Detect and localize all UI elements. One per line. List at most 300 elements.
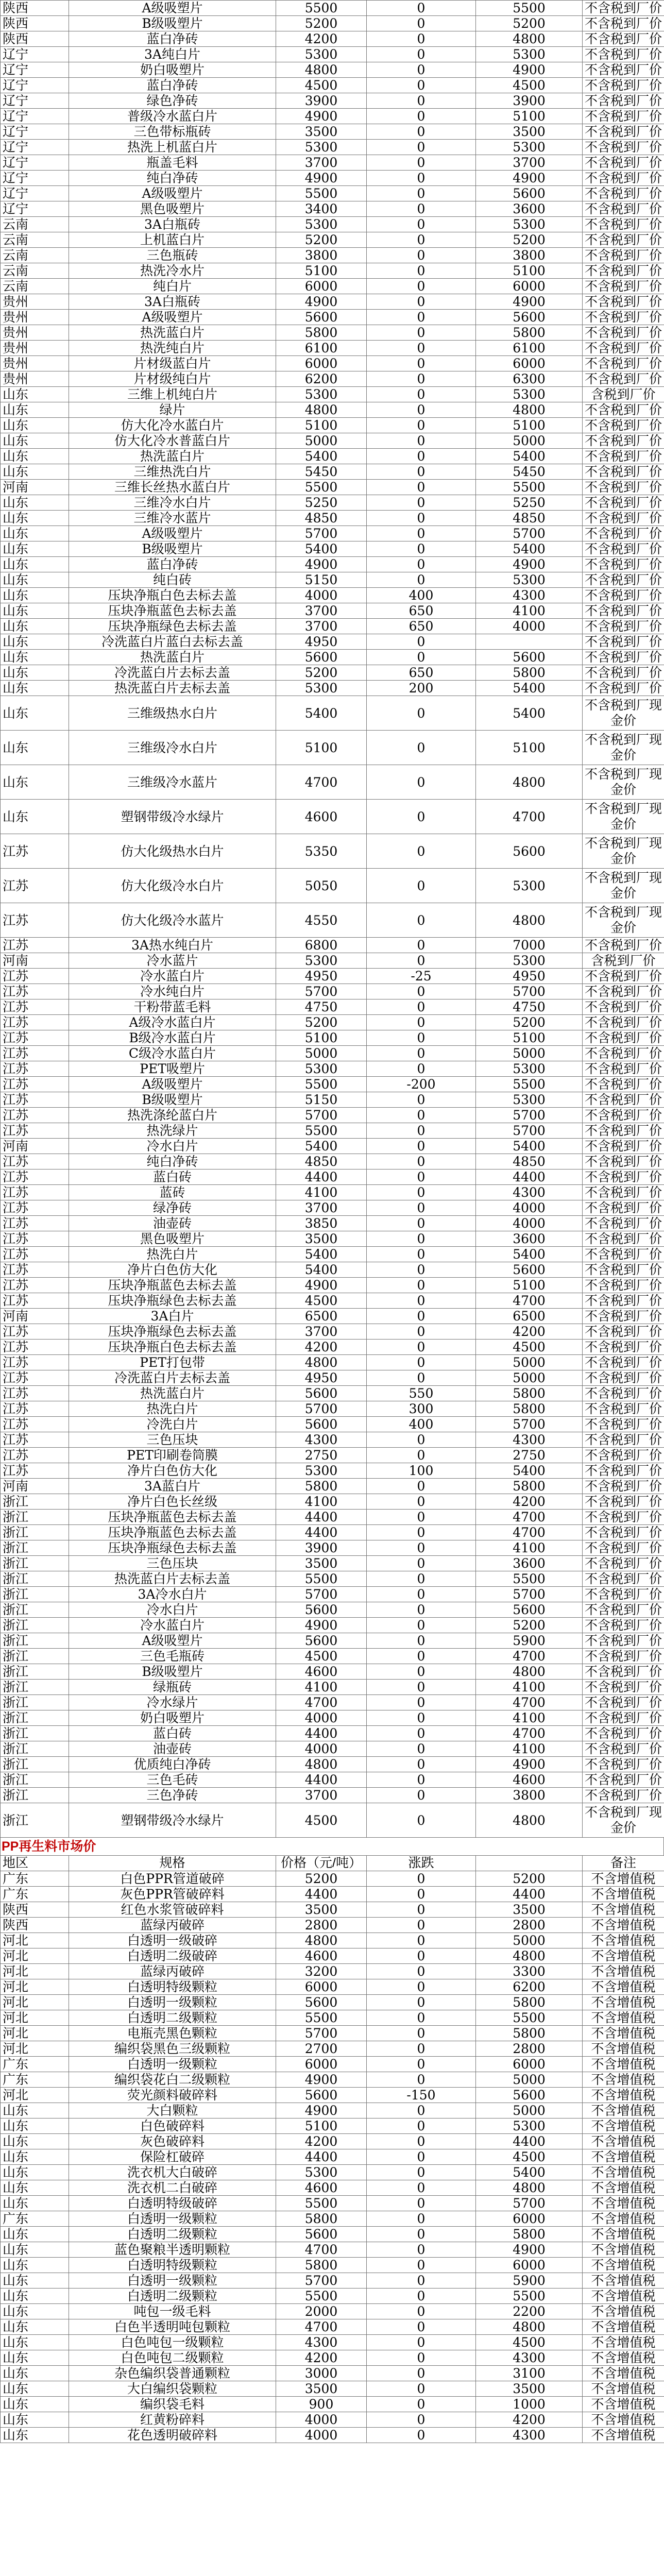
cell-price2: 4200 (476, 1324, 583, 1340)
cell-note: 不含税到厂价 (583, 1200, 664, 1216)
cell-price2: 5300 (476, 2119, 583, 2134)
cell-price2 (476, 634, 583, 650)
cell-change: 0 (367, 634, 476, 650)
cell-price: 4900 (276, 171, 367, 186)
header-spec: 规格 (69, 1856, 276, 1871)
table-row (1, 765, 664, 800)
cell-price: 3000 (276, 2366, 367, 2381)
cell-note: 不含税到厂价 (583, 1417, 664, 1432)
cell-region: 江苏 (1, 903, 69, 938)
cell-change: 0 (367, 418, 476, 433)
cell-price2: 4100 (476, 1680, 583, 1695)
table-row (1, 1401, 664, 1417)
cell-price2: 4000 (476, 619, 583, 634)
table-row (1, 2335, 664, 2350)
cell-change: 0 (367, 2428, 476, 2443)
table-row (1, 1293, 664, 1309)
cell-spec: 热洗冷水片 (69, 263, 276, 279)
cell-region: 浙江 (1, 1649, 69, 1664)
cell-note: 不含增值税 (583, 2289, 664, 2304)
cell-change: 0 (367, 1309, 476, 1324)
cell-spec: 三维冷水白片 (69, 495, 276, 511)
cell-price: 5600 (276, 310, 367, 325)
cell-price: 5100 (276, 1030, 367, 1046)
cell-spec: C级冷水蓝白片 (69, 1046, 276, 1061)
cell-price: 5050 (276, 869, 367, 903)
cell-price2: 4800 (476, 2319, 583, 2335)
cell-price: 4950 (276, 1370, 367, 1386)
cell-region: 山东 (1, 2103, 69, 2119)
cell-spec: 蓝白净砖 (69, 31, 276, 47)
cell-spec: 3A蓝白片 (69, 1479, 276, 1494)
table-row (1, 2119, 664, 2134)
cell-price2: 5200 (476, 1618, 583, 1633)
cell-price2: 4700 (476, 800, 583, 834)
cell-note: 不含税到厂价 (583, 418, 664, 433)
cell-price2: 4950 (476, 969, 583, 984)
cell-spec: 白透明一级颗粒 (69, 2273, 276, 2289)
cell-change: 0 (367, 1902, 476, 1918)
table-row (1, 2026, 664, 2041)
cell-price: 3700 (276, 155, 367, 171)
cell-price: 3500 (276, 124, 367, 140)
table-row (1, 619, 664, 634)
cell-change: 0 (367, 2026, 476, 2041)
cell-price2: 3600 (476, 1556, 583, 1571)
cell-price2: 5900 (476, 2273, 583, 2289)
cell-spec: 三维长丝热水蓝白片 (69, 480, 276, 495)
cell-price2: 4800 (476, 765, 583, 800)
cell-price: 4900 (276, 109, 367, 124)
cell-note: 不含税到厂价 (583, 1154, 664, 1170)
cell-region: 河北 (1, 2010, 69, 2026)
table-row (1, 1948, 664, 1964)
cell-price: 5700 (276, 2273, 367, 2289)
cell-spec: 花色透明破碎料 (69, 2428, 276, 2443)
cell-note: 不含税到厂价 (583, 310, 664, 325)
cell-price: 5500 (276, 1123, 367, 1139)
cell-price: 4000 (276, 588, 367, 603)
cell-spec: 红色水浆管破碎料 (69, 1902, 276, 1918)
table-row (1, 984, 664, 999)
cell-price2: 5500 (476, 2289, 583, 2304)
cell-change: 0 (367, 433, 476, 449)
cell-price: 5100 (276, 418, 367, 433)
cell-price2: 4100 (476, 1710, 583, 1726)
cell-spec: 白色半透明吨包颗粒 (69, 2319, 276, 2335)
cell-price: 4900 (276, 1618, 367, 1633)
cell-change: 0 (367, 495, 476, 511)
cell-note: 不含税到厂价 (583, 1108, 664, 1123)
cell-note: 不含税到厂价 (583, 480, 664, 495)
cell-change: 0 (367, 2057, 476, 2072)
cell-change: 0 (367, 217, 476, 232)
cell-note: 不含税到厂价 (583, 619, 664, 634)
cell-spec: A级吸塑片 (69, 526, 276, 541)
table-row (1, 341, 664, 356)
cell-price2: 1000 (476, 2397, 583, 2412)
cell-price2: 5900 (476, 1633, 583, 1649)
cell-note: 不含税到厂价 (583, 1525, 664, 1540)
cell-note: 不含增值税 (583, 2072, 664, 2088)
cell-price2: 7000 (476, 938, 583, 953)
cell-note: 不含税到厂价 (583, 1695, 664, 1710)
table-row (1, 603, 664, 619)
cell-price: 4400 (276, 1170, 367, 1185)
cell-spec: 3A白片 (69, 1309, 276, 1324)
cell-spec: 蓝绿丙破碎 (69, 1918, 276, 1933)
cell-note: 不含税到厂价 (583, 93, 664, 109)
cell-note: 含税到厂价 (583, 953, 664, 969)
table-row (1, 1788, 664, 1803)
cell-change: 0 (367, 402, 476, 418)
table-row (1, 731, 664, 765)
table-row (1, 109, 664, 124)
cell-note: 不含增值税 (583, 2010, 664, 2026)
cell-change: 0 (367, 1871, 476, 1887)
table-row (1, 1479, 664, 1494)
table-row (1, 47, 664, 62)
cell-change: 0 (367, 2319, 476, 2335)
cell-region: 浙江 (1, 1510, 69, 1525)
cell-region: 云南 (1, 279, 69, 294)
cell-region: 江苏 (1, 1278, 69, 1293)
cell-spec: A级冷水蓝白片 (69, 1015, 276, 1030)
cell-spec: 3A纯白片 (69, 47, 276, 62)
cell-note: 不含税到厂价 (583, 603, 664, 619)
cell-note: 不含税到厂价 (583, 325, 664, 341)
cell-price: 4100 (276, 1185, 367, 1200)
cell-price: 5200 (276, 1871, 367, 1887)
cell-spec: A级吸塑片 (69, 1, 276, 16)
cell-change: 0 (367, 232, 476, 248)
cell-price: 5800 (276, 325, 367, 341)
cell-change: 0 (367, 1092, 476, 1108)
cell-price2: 5100 (476, 418, 583, 433)
cell-region: 江苏 (1, 1463, 69, 1479)
cell-region: 江苏 (1, 1386, 69, 1401)
table-row (1, 1417, 664, 1432)
table-row (1, 1803, 664, 1838)
cell-spec: 三色瓶砖 (69, 248, 276, 263)
table-row (1, 78, 664, 93)
cell-spec: 三维级冷水白片 (69, 731, 276, 765)
cell-region: 江苏 (1, 1077, 69, 1092)
cell-price2: 4850 (476, 511, 583, 526)
table-row (1, 495, 664, 511)
cell-region: 辽宁 (1, 140, 69, 155)
cell-price2: 4300 (476, 588, 583, 603)
cell-price2: 5600 (476, 1262, 583, 1278)
cell-change: 0 (367, 1618, 476, 1633)
cell-price: 5700 (276, 1587, 367, 1602)
cell-price: 5000 (276, 1046, 367, 1061)
cell-region: 江苏 (1, 1448, 69, 1463)
cell-region: 山东 (1, 2335, 69, 2350)
cell-note: 不含增值税 (583, 2381, 664, 2397)
table-row (1, 2350, 664, 2366)
cell-note: 不含税到厂价 (583, 1556, 664, 1571)
cell-price: 4900 (276, 294, 367, 310)
table-row (1, 2196, 664, 2211)
cell-price: 4600 (276, 1664, 367, 1680)
cell-price: 4800 (276, 1355, 367, 1370)
cell-price2: 4900 (476, 2242, 583, 2258)
cell-region: 辽宁 (1, 171, 69, 186)
cell-spec: 3A白瓶砖 (69, 217, 276, 232)
cell-price: 4550 (276, 903, 367, 938)
cell-region: 辽宁 (1, 201, 69, 217)
cell-note: 不含增值税 (583, 2057, 664, 2072)
cell-spec: 三色压块 (69, 1556, 276, 1571)
cell-spec: 编织袋花白二级颗粒 (69, 2072, 276, 2088)
cell-spec: 白透明特级破碎 (69, 2196, 276, 2211)
cell-spec: 热洗蓝白片去标去盖 (69, 1571, 276, 1587)
table-row (1, 1231, 664, 1247)
cell-price: 4400 (276, 1726, 367, 1741)
cell-note: 不含税到厂价 (583, 1185, 664, 1200)
cell-change: 0 (367, 765, 476, 800)
table-row (1, 2366, 664, 2381)
cell-price: 4400 (276, 1772, 367, 1788)
table-row (1, 1015, 664, 1030)
cell-region: 江苏 (1, 1247, 69, 1262)
cell-note: 不含税到厂价 (583, 341, 664, 356)
cell-price2: 4900 (476, 171, 583, 186)
cell-spec: 三色压块 (69, 1432, 276, 1448)
cell-note: 不含税到厂价 (583, 464, 664, 480)
cell-price2: 5200 (476, 16, 583, 31)
cell-spec: 冷洗白片 (69, 1417, 276, 1432)
cell-change: 0 (367, 999, 476, 1015)
cell-price2: 5400 (476, 681, 583, 696)
cell-change: 0 (367, 449, 476, 464)
cell-note: 不含增值税 (583, 1995, 664, 2010)
cell-change: 0 (367, 2381, 476, 2397)
cell-price: 5500 (276, 1077, 367, 1092)
cell-price2: 4800 (476, 2180, 583, 2196)
cell-change: 0 (367, 1664, 476, 1680)
cell-spec: 保险杠破碎 (69, 2149, 276, 2165)
cell-price: 4100 (276, 1494, 367, 1510)
cell-price2: 4500 (476, 2149, 583, 2165)
cell-spec: 洗衣机二白破碎 (69, 2180, 276, 2196)
cell-price2: 5000 (476, 2103, 583, 2119)
cell-price: 4850 (276, 1154, 367, 1170)
cell-price: 4800 (276, 62, 367, 78)
cell-note: 不含税到厂价 (583, 1139, 664, 1154)
cell-spec: 塑钢带级冷水绿片 (69, 1803, 276, 1838)
table-row (1, 1494, 664, 1510)
cell-price2: 3900 (476, 93, 583, 109)
cell-region: 河南 (1, 953, 69, 969)
cell-change: 0 (367, 2242, 476, 2258)
cell-price2: 5700 (476, 984, 583, 999)
cell-price: 6100 (276, 341, 367, 356)
cell-change: 0 (367, 1788, 476, 1803)
cell-price2: 4800 (476, 402, 583, 418)
table-row (1, 2258, 664, 2273)
cell-region: 江苏 (1, 1262, 69, 1278)
cell-price: 5200 (276, 16, 367, 31)
cell-price2: 4200 (476, 1494, 583, 1510)
table-row (1, 62, 664, 78)
cell-change: 0 (367, 62, 476, 78)
cell-note: 不含税到厂价 (583, 186, 664, 201)
cell-price: 6500 (276, 1309, 367, 1324)
cell-note: 不含税到厂价 (583, 938, 664, 953)
table-row (1, 2381, 664, 2397)
cell-price2: 5500 (476, 1, 583, 16)
cell-price2: 3700 (476, 155, 583, 171)
cell-region: 江苏 (1, 1015, 69, 1030)
cell-price: 4500 (276, 1803, 367, 1838)
cell-price: 4950 (276, 969, 367, 984)
table-row (1, 480, 664, 495)
cell-spec: A级吸塑片 (69, 1077, 276, 1092)
cell-change: 0 (367, 1247, 476, 1262)
cell-region: 河北 (1, 1964, 69, 1979)
cell-spec: 灰色破碎料 (69, 2134, 276, 2149)
cell-price: 5400 (276, 696, 367, 731)
cell-price: 5450 (276, 464, 367, 480)
table-row (1, 869, 664, 903)
cell-region: 广东 (1, 2057, 69, 2072)
cell-price: 5300 (276, 140, 367, 155)
cell-price: 3700 (276, 1788, 367, 1803)
cell-price: 2000 (276, 2304, 367, 2319)
cell-change: 0 (367, 201, 476, 217)
table-row (1, 1933, 664, 1948)
cell-note: 不含税到厂价 (583, 588, 664, 603)
cell-change: 0 (367, 341, 476, 356)
cell-region: 江苏 (1, 1092, 69, 1108)
cell-price: 4700 (276, 1695, 367, 1710)
table-row (1, 248, 664, 263)
cell-note: 不含税到厂价 (583, 232, 664, 248)
cell-price: 3850 (276, 1216, 367, 1231)
cell-price: 4200 (276, 31, 367, 47)
cell-price: 5100 (276, 263, 367, 279)
table-row (1, 433, 664, 449)
cell-price2: 4800 (476, 31, 583, 47)
cell-price2: 5700 (476, 526, 583, 541)
cell-spec: PET印刷卷筒膜 (69, 1448, 276, 1463)
cell-region: 江苏 (1, 1231, 69, 1247)
cell-spec: 冷水蓝白片 (69, 1618, 276, 1633)
cell-region: 山东 (1, 2149, 69, 2165)
cell-price2: 5600 (476, 186, 583, 201)
cell-price2: 4700 (476, 1293, 583, 1309)
cell-spec: 白色破碎料 (69, 2119, 276, 2134)
cell-price2: 5500 (476, 480, 583, 495)
cell-region: 山东 (1, 464, 69, 480)
pet-price-table-body (1, 1, 664, 1838)
cell-price2: 5200 (476, 1871, 583, 1887)
cell-spec: 纯白净砖 (69, 171, 276, 186)
cell-note: 不含增值税 (583, 2304, 664, 2319)
cell-spec: 蓝白净砖 (69, 78, 276, 93)
cell-change: 0 (367, 2304, 476, 2319)
cell-price2: 4700 (476, 1649, 583, 1664)
cell-change: 0 (367, 1757, 476, 1772)
table-row (1, 1979, 664, 1995)
cell-region: 江苏 (1, 1123, 69, 1139)
cell-price2: 4800 (476, 1803, 583, 1838)
cell-spec: 白透明特级颗粒 (69, 2258, 276, 2273)
cell-note: 不含增值税 (583, 1933, 664, 1948)
cell-price: 5300 (276, 953, 367, 969)
cell-region: 浙江 (1, 1680, 69, 1695)
cell-price2: 5100 (476, 731, 583, 765)
cell-price2: 5700 (476, 2196, 583, 2211)
cell-spec: 压块净瓶绿色去标去盖 (69, 1293, 276, 1309)
cell-spec: 冷水绿片 (69, 1695, 276, 1710)
cell-region: 江苏 (1, 1324, 69, 1340)
cell-spec: 大白颗粒 (69, 2103, 276, 2119)
cell-price2: 5700 (476, 1108, 583, 1123)
table-row (1, 1123, 664, 1139)
cell-note: 不含税到厂价 (583, 526, 664, 541)
cell-price: 4500 (276, 1293, 367, 1309)
table-row (1, 1525, 664, 1540)
cell-change: 0 (367, 1448, 476, 1463)
cell-price2: 4800 (476, 1948, 583, 1964)
cell-change: 0 (367, 1278, 476, 1293)
cell-note: 不含税到厂价 (583, 31, 664, 47)
table-row (1, 201, 664, 217)
cell-price: 5200 (276, 1015, 367, 1030)
cell-region: 江苏 (1, 1370, 69, 1386)
cell-spec: 红黄粉碎料 (69, 2412, 276, 2428)
cell-price: 5800 (276, 1479, 367, 1494)
cell-region: 山东 (1, 634, 69, 650)
cell-change: 0 (367, 155, 476, 171)
cell-region: 山东 (1, 495, 69, 511)
cell-note: 不含税到厂价 (583, 1, 664, 16)
cell-region: 贵州 (1, 371, 69, 387)
cell-change: 0 (367, 109, 476, 124)
cell-price: 5400 (276, 1247, 367, 1262)
cell-note: 不含税到厂价 (583, 248, 664, 263)
cell-price: 5100 (276, 731, 367, 765)
cell-price2: 3500 (476, 2381, 583, 2397)
cell-price2: 3500 (476, 124, 583, 140)
cell-region: 山东 (1, 588, 69, 603)
cell-change: 0 (367, 1123, 476, 1139)
cell-region: 山东 (1, 731, 69, 765)
cell-change: 0 (367, 1479, 476, 1494)
cell-note: 不含增值税 (583, 2412, 664, 2428)
table-row (1, 1680, 664, 1695)
cell-region: 浙江 (1, 1772, 69, 1788)
cell-spec: B级吸塑片 (69, 16, 276, 31)
cell-price2: 5000 (476, 2072, 583, 2088)
cell-change: 300 (367, 1401, 476, 1417)
cell-note: 不含增值税 (583, 2165, 664, 2180)
cell-change: 0 (367, 696, 476, 731)
cell-change: 0 (367, 800, 476, 834)
cell-price: 6000 (276, 356, 367, 371)
cell-note: 不含税到厂价 (583, 16, 664, 31)
cell-note: 不含税到厂价 (583, 1309, 664, 1324)
cell-spec: 绿净砖 (69, 1200, 276, 1216)
cell-spec: 仿大化级冷水白片 (69, 869, 276, 903)
cell-price: 5100 (276, 2119, 367, 2134)
cell-region: 山东 (1, 2397, 69, 2412)
table-row (1, 1448, 664, 1463)
cell-region: 浙江 (1, 1556, 69, 1571)
